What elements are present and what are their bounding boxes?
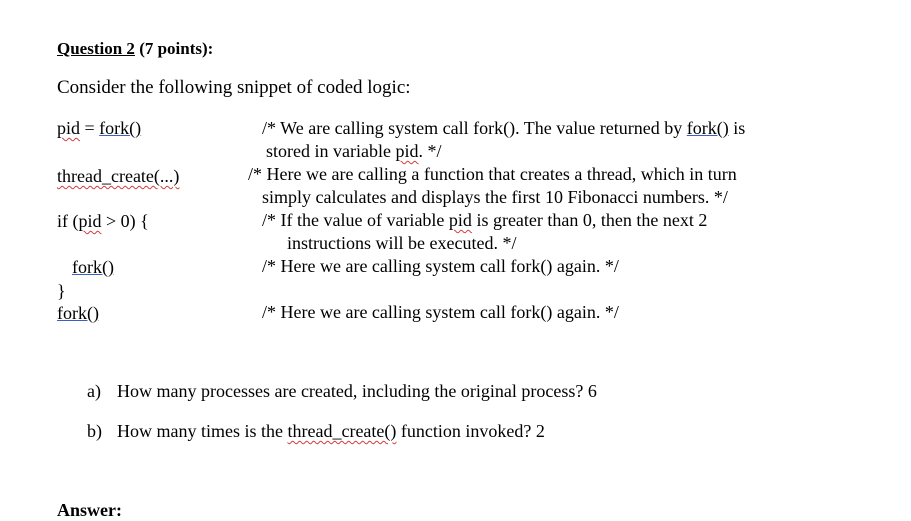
- comment-pid-ref: pid: [448, 210, 472, 230]
- subquestion-text: function invoked? 2: [396, 421, 545, 441]
- comment-pid-ref: pid: [395, 141, 419, 161]
- code-if-close: > 0) {: [101, 211, 149, 231]
- comment-text: /* If the value of variable: [262, 210, 449, 230]
- comment-4-line-1: /* Here we are calling system call fork() again. */: [262, 256, 619, 276]
- subquestion-marker: a): [87, 381, 101, 401]
- comment-1-line-2: [266, 140, 442, 162]
- comment-text: . */: [418, 141, 442, 161]
- code-line-1: [57, 117, 141, 139]
- comment-fork-ref: fork(): [686, 118, 729, 138]
- comment-text: is: [728, 118, 746, 138]
- comment-3-line-2: instructions will be executed. */: [287, 233, 517, 253]
- code-line-6: [57, 302, 99, 324]
- intro-text: Consider the following snippet of coded logic:: [57, 77, 411, 98]
- comment-3-line-1: [262, 209, 707, 231]
- code-line-4: [72, 256, 114, 278]
- question-heading: [57, 38, 213, 60]
- comment-2-line-1: /* Here we are calling a function that creates a thread, which in turn: [248, 164, 737, 184]
- code-var-pid: pid: [78, 211, 102, 231]
- code-var-pid: pid: [57, 118, 81, 138]
- comment-5-line-1: /* Here we are calling system call fork() again. */: [262, 302, 619, 322]
- comment-2-line-2: simply calculates and displays the first 10 Fibonacci numbers. */: [262, 187, 728, 207]
- code-if-open: if (: [57, 211, 79, 231]
- subquestion-b: [87, 420, 545, 442]
- code-assign: =: [80, 118, 100, 138]
- code-fork-call: fork(): [99, 118, 142, 138]
- code-thread-create: thread_create(...): [57, 166, 180, 186]
- comment-text: is greater than 0, then the next 2: [471, 210, 708, 230]
- subquestion-thread-create: thread_create(): [287, 421, 397, 441]
- question-label: Question 2: [57, 39, 135, 58]
- comment-text: /* We are calling system call fork(). The value returned by: [262, 118, 687, 138]
- subquestion-text: How many times is the: [117, 421, 288, 441]
- code-fork-call: fork(): [57, 303, 99, 323]
- subquestion-marker: b): [87, 421, 102, 441]
- code-line-2: [57, 165, 179, 187]
- comment-text: stored in variable: [266, 141, 396, 161]
- code-line-3: [57, 210, 149, 232]
- answer-label: Answer:: [57, 500, 122, 520]
- comment-1-line-1: [262, 117, 745, 139]
- code-fork-call: fork(): [72, 257, 114, 277]
- subquestion-text: How many processes are created, including the original process? 6: [117, 381, 597, 401]
- question-points: (7 points):: [134, 39, 214, 58]
- subquestion-a: [87, 380, 597, 402]
- code-line-5: }: [57, 281, 66, 301]
